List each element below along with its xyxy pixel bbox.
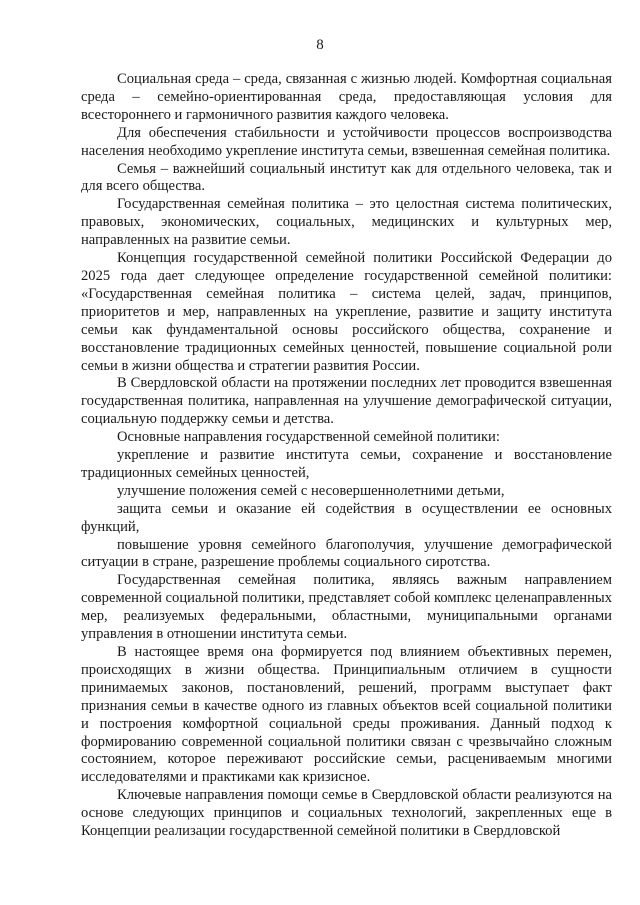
list-item-improving-families: улучшение положения семей с несовершеннолетними детьми,	[117, 482, 505, 499]
list-item-strengthening-family: укрепление и развитие института семьи, сохранение и восстановление традиционных семейных ценностей,	[81, 447, 612, 481]
paragraph-concept-2025: Концепция государственной семейной политики Российской Федерации до 2025 года дает следующее определение государственной семейной политики: «Государственная семейная политика – система целей, задач, принципов, приоритетов и мер, направленных на укрепление, развитие и защиту института семьи как фундаментальной основы российского общества, сохранение и восстановление традиционных семейных ценностей, повышение социальной роли семьи в жизни общества и стратегии развития России.	[81, 250, 612, 374]
paragraph-family-policy-definition: Государственная семейная политика – это целостная система политических, правовых, экономических, социальных, медицинских и культурных мер, направленных на развитие семьи.	[81, 196, 612, 249]
paragraph-key-directions: Ключевые направления помощи семье в Свердловской области реализуются на основе следующих принципов и социальных технологий, закрепленных еще в Концепции реализации государственной семейной политики в Свердловской	[81, 787, 612, 840]
paragraph-social-environment: Социальная среда – среда, связанная с жизнью людей. Комфортная социальная среда – семейно-ориентированная среда, предоставляющая условия для всестороннего и гармоничного развития каждого человека.	[81, 71, 612, 123]
page-number: 8	[316, 37, 324, 53]
document-body	[81, 71, 612, 841]
list-item-family-wellbeing: повышение уровня семейного благополучия, улучшение демографической ситуации в стране, разрешение проблемы социального сиротства.	[81, 536, 612, 571]
paragraph-family-institution: Семья – важнейший социальный институт как для отдельного человека, так и для всего общества.	[81, 160, 612, 195]
paragraph-current-formation: В настоящее время она формируется под влиянием объективных перемен, происходящих в жизни общества. Принципиальным отличием в сущности принимаемых законов, постановлений, решений, программ выступает факт признания семьи в качестве одного из главных объектов всей социальной политики и построения комфортной социальной среды проживания. Данный подход к формированию современной социальной политики связан с чрезвычайно сложным состоянием, которое переживают российские семьи, расцениваемым многими исследователями и практиками как кризисное.	[81, 644, 612, 786]
paragraph-main-directions-heading: Основные направления государственной семейной политики:	[117, 429, 500, 446]
list-item-family-protection: защита семьи и оказание ей содействия в осуществлении ее основных функций,	[81, 500, 612, 535]
paragraph-stability: Для обеспечения стабильности и устойчивости процессов воспроизводства населения необходимо укрепление института семьи, взвешенная семейная политика.	[81, 124, 612, 159]
paragraph-policy-complex: Государственная семейная политика, являясь важным направлением современной социальной политики, представляет собой комплекс целенаправленных мер, реализуемых федеральными, областными, муниципальными органами управления в отношении института семьи.	[81, 572, 612, 643]
paragraph-sverdlovsk-policy: В Свердловской области на протяжении последних лет проводится взвешенная государственная политика, направленная на улучшение демографической ситуации, социальную поддержку семьи и детства.	[81, 375, 612, 428]
